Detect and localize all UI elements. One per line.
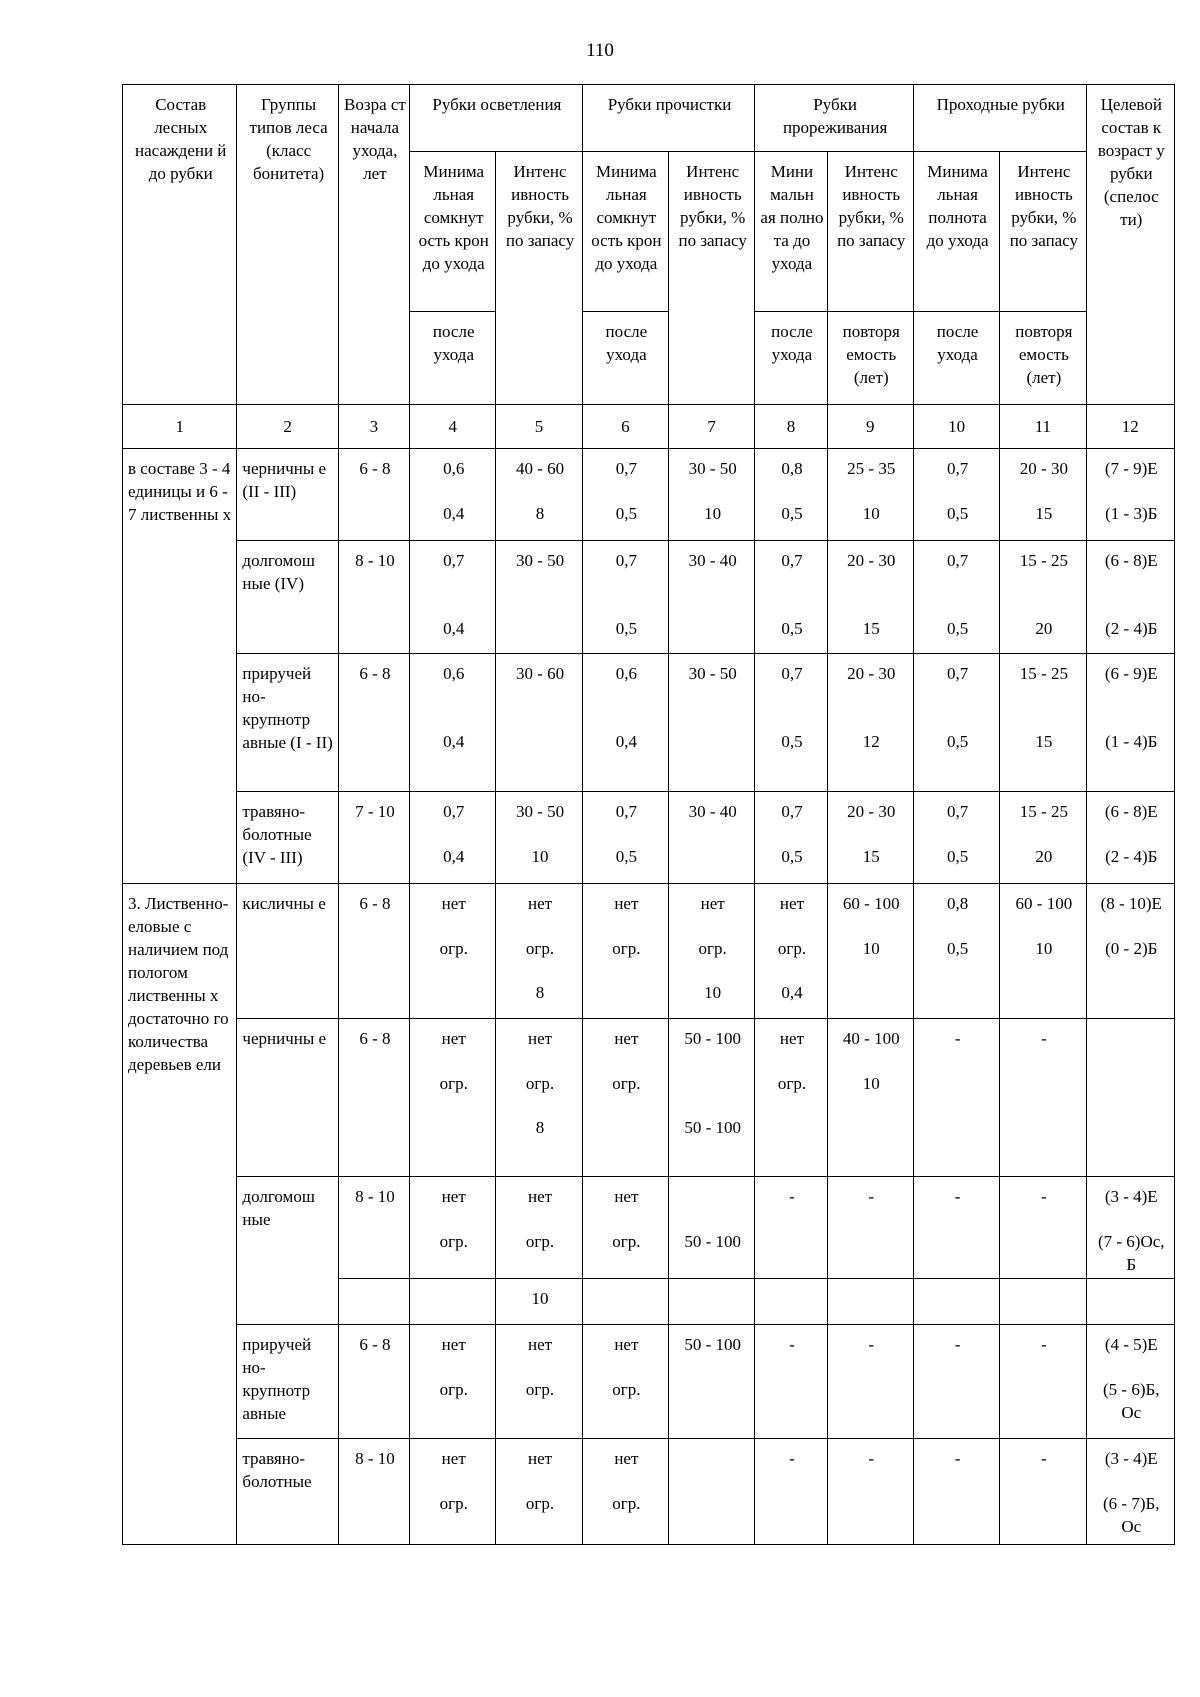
value-cell	[1086, 1439, 1174, 1545]
value: нет	[441, 1187, 466, 1206]
header-c11-repeat: повторя емость (лет)	[1000, 312, 1086, 405]
table-row	[123, 792, 1175, 884]
value: (6 - 8)Е	[1104, 551, 1158, 570]
header-c6-after: после ухода	[582, 312, 668, 405]
group-cell: кисличны е	[237, 884, 338, 1019]
value-cell: -	[755, 1439, 827, 1545]
table-row	[123, 1325, 1175, 1439]
header-target-composition: Целевой состав к возраст у рубки (спелос ти)	[1086, 85, 1174, 405]
value: 0,5	[615, 504, 637, 523]
value: 50 - 100	[684, 1232, 741, 1251]
value: огр.	[525, 1074, 555, 1093]
value-cell: -	[755, 1177, 827, 1279]
value: 12	[862, 732, 880, 751]
value-cell	[755, 1279, 827, 1325]
value-cell	[496, 449, 582, 541]
value-cell	[410, 1279, 496, 1325]
value-cell	[1000, 1279, 1086, 1325]
value: 8	[535, 983, 545, 1002]
value: (4 - 5)Е	[1104, 1335, 1158, 1354]
value-cell	[496, 654, 582, 792]
header-composition: Состав лесных насаждени й до рубки	[123, 85, 237, 405]
value-cell	[582, 792, 668, 884]
value: 0,5	[781, 504, 803, 523]
header-c7-intensity: Интенс ивность рубки, % по запасу	[669, 152, 755, 405]
value-cell: -	[827, 1177, 913, 1279]
header-c8-min-density: Мини мальн ая полно та до ухода	[755, 152, 827, 312]
value: 0,4	[781, 983, 803, 1002]
age-cell: 8 - 10	[338, 1439, 409, 1545]
value-cell	[827, 792, 913, 884]
value-cell: -	[913, 1439, 999, 1545]
value: 60 - 100	[842, 894, 900, 913]
forest-care-table	[122, 84, 1175, 1545]
value: нет	[614, 1335, 639, 1354]
group-cell: черничны е (II - III)	[237, 449, 338, 541]
value: нет	[441, 1029, 466, 1048]
value-cell	[582, 449, 668, 541]
value: 0,4	[615, 732, 637, 751]
value: огр.	[612, 1074, 641, 1093]
value: 0,5	[781, 732, 803, 751]
value: 30 - 50	[515, 551, 565, 570]
value: (2 - 4)Б	[1105, 619, 1158, 638]
value: огр.	[525, 1380, 555, 1399]
value: 15	[1035, 504, 1053, 523]
value: (3 - 4)Е	[1104, 1187, 1158, 1206]
composition-cell: в составе 3 - 4 единицы и 6 - 7 лиственны х	[123, 449, 237, 884]
value: нет	[528, 894, 553, 913]
header-c5-intensity: Интенс ивность рубки, % по запасу	[496, 152, 582, 405]
col-number: 3	[338, 405, 409, 449]
value-cell	[582, 654, 668, 792]
group-cell: травяно- болотные	[237, 1439, 338, 1545]
value: 15	[862, 619, 880, 638]
age-cell: 6 - 8	[338, 449, 409, 541]
value: нет	[614, 1029, 639, 1048]
value: (6 - 8)Е	[1104, 802, 1158, 821]
col-number: 8	[755, 405, 827, 449]
value-cell: -	[1000, 1019, 1086, 1177]
value-cell	[827, 884, 913, 1019]
value: 10	[862, 504, 880, 523]
value: огр.	[612, 1380, 641, 1399]
value-cell	[582, 1177, 668, 1279]
table-row	[123, 541, 1175, 654]
value: 60 - 100	[1015, 894, 1073, 913]
value-cell	[496, 884, 582, 1019]
header-c11-intensity: Интенс ивность рубки, % по запасу	[1000, 152, 1086, 312]
value-cell	[496, 1439, 582, 1545]
value: 0,4	[443, 504, 465, 523]
value: 0,5	[946, 619, 969, 638]
value-cell	[1086, 1325, 1174, 1439]
value: 30 - 40	[688, 802, 737, 821]
value-cell	[913, 449, 999, 541]
col-number: 4	[410, 405, 496, 449]
value: 10	[704, 983, 722, 1002]
value: 40 - 60	[515, 459, 565, 478]
value: 0,5	[946, 732, 969, 751]
value: 0,4	[443, 732, 465, 751]
value-cell	[669, 541, 755, 654]
group-cell: долгомош ные	[237, 1177, 338, 1325]
value-cell	[669, 1019, 755, 1177]
value-cell	[755, 654, 827, 792]
value-cell	[410, 541, 496, 654]
age-cell: 8 - 10	[338, 1177, 409, 1279]
value-cell	[913, 654, 999, 792]
header-start-age: Возра ст начала ухода, лет	[338, 85, 409, 405]
header-clearing-cuts: Рубки осветления	[410, 85, 583, 152]
value-cell	[496, 541, 582, 654]
header-c10-min-density: Минима льная полнота до ухода	[913, 152, 999, 312]
value: огр.	[439, 1232, 468, 1251]
value: 10	[862, 1074, 880, 1093]
value-cell	[755, 541, 827, 654]
value-cell	[669, 449, 755, 541]
value-cell	[755, 1019, 827, 1177]
value-cell	[582, 1019, 668, 1177]
value: 30 - 50	[515, 802, 565, 821]
value-cell	[913, 541, 999, 654]
value: 0,7	[781, 664, 803, 683]
value: 30 - 60	[515, 664, 565, 683]
value-cell	[827, 1019, 913, 1177]
value-cell	[410, 654, 496, 792]
value: (3 - 4)Е	[1104, 1449, 1158, 1468]
value: 20	[1035, 619, 1053, 638]
table-row	[123, 654, 1175, 792]
value-cell	[669, 1177, 755, 1279]
col-number: 9	[827, 405, 913, 449]
value-cell: -	[827, 1325, 913, 1439]
value: 0,7	[443, 551, 465, 570]
value-cell	[827, 449, 913, 541]
value-cell	[755, 449, 827, 541]
age-cell: 6 - 8	[338, 654, 409, 792]
table-row	[123, 884, 1175, 1019]
value-cell	[496, 792, 582, 884]
value: 0,7	[946, 551, 969, 570]
value: огр.	[612, 939, 641, 958]
value-cell	[410, 884, 496, 1019]
value: нет	[528, 1335, 553, 1354]
header-c4-min-closure: Минима льная сомкнут ость крон до ухода	[410, 152, 496, 312]
value: 0,6	[443, 664, 465, 683]
value: огр.	[777, 1074, 807, 1093]
value-cell	[1086, 1177, 1174, 1279]
header-c9-intensity: Интенс ивность рубки, % по запасу	[827, 152, 913, 312]
age-cell: 6 - 8	[338, 1325, 409, 1439]
value-cell	[1000, 654, 1086, 792]
value-cell	[496, 1177, 582, 1279]
value-cell	[1086, 884, 1174, 1019]
value: нет	[779, 1029, 804, 1048]
value: 10	[531, 847, 549, 866]
value: огр.	[439, 1380, 468, 1399]
group-cell: травяно- болотные (IV - III)	[237, 792, 338, 884]
value: нет	[441, 894, 466, 913]
value: 50 - 100	[684, 1118, 741, 1137]
column-number-row	[123, 405, 1175, 449]
col-number: 11	[1000, 405, 1086, 449]
value-cell	[755, 792, 827, 884]
value-cell	[1086, 1019, 1174, 1177]
value: 0,7	[946, 459, 969, 478]
value: 20 - 30	[1019, 459, 1068, 478]
value: (5 - 6)Б, Ос	[1103, 1380, 1160, 1422]
col-number: 7	[669, 405, 755, 449]
value-cell	[1000, 541, 1086, 654]
value-cell	[410, 1177, 496, 1279]
value-cell: -	[827, 1439, 913, 1545]
value-cell	[410, 1325, 496, 1439]
value: 0,5	[946, 504, 969, 523]
value-cell	[913, 792, 999, 884]
value-cell: -	[913, 1177, 999, 1279]
value: 10	[862, 939, 880, 958]
value-cell	[582, 541, 668, 654]
composition-cell: 3. Лиственно- еловые с наличием под пологом лиственны х достаточно го количества деревьев ели	[123, 884, 237, 1545]
value: 0,8	[781, 459, 803, 478]
value-cell	[582, 1279, 668, 1325]
table-row	[123, 1439, 1175, 1545]
value: 8	[535, 1118, 545, 1137]
value: огр.	[612, 1494, 641, 1513]
value: 15 - 25	[1019, 802, 1068, 821]
col-number: 2	[237, 405, 338, 449]
value: огр.	[439, 939, 468, 958]
value-cell	[1086, 654, 1174, 792]
value-cell	[827, 1279, 913, 1325]
value-cell: -	[913, 1019, 999, 1177]
value: 15 - 25	[1019, 551, 1068, 570]
value-cell	[410, 449, 496, 541]
value: нет	[700, 894, 725, 913]
value-cell	[410, 1439, 496, 1545]
value-cell: -	[913, 1325, 999, 1439]
value: 0,6	[443, 459, 465, 478]
value: 15 - 25	[1019, 664, 1068, 683]
value: 25 - 35	[847, 459, 896, 478]
value: (0 - 2)Б	[1105, 939, 1158, 958]
value: 0,7	[946, 802, 969, 821]
value: 50 - 100	[684, 1029, 741, 1048]
value-cell: -	[1000, 1439, 1086, 1545]
header-passage-cuts: Проходные рубки	[913, 85, 1086, 152]
value-cell	[669, 1439, 755, 1545]
value: нет	[528, 1449, 553, 1468]
header-c4-after: после ухода	[410, 312, 496, 405]
header-forest-type-group: Группы типов леса (класс бонитета)	[237, 85, 338, 405]
value-cell	[582, 1325, 668, 1439]
value: 30 - 40	[688, 551, 737, 570]
value-cell	[496, 1325, 582, 1439]
value-cell	[1086, 1279, 1174, 1325]
value: 0,5	[946, 847, 969, 866]
age-cell	[338, 1279, 409, 1325]
group-cell: долгомош ные (IV)	[237, 541, 338, 654]
value-cell	[669, 1279, 755, 1325]
value: 0,7	[781, 802, 803, 821]
value: 8	[535, 504, 545, 523]
value: огр.	[777, 939, 807, 958]
value: (2 - 4)Б	[1105, 847, 1158, 866]
value-cell	[1000, 449, 1086, 541]
value-cell	[1000, 884, 1086, 1019]
value-cell	[582, 1439, 668, 1545]
value: 20 - 30	[847, 664, 896, 683]
value-cell	[1000, 792, 1086, 884]
col-number: 1	[123, 405, 237, 449]
value: (8 - 10)Е	[1100, 894, 1162, 913]
value-cell	[913, 1279, 999, 1325]
value: 30 - 50	[688, 459, 737, 478]
value: 40 - 100	[842, 1029, 900, 1048]
value: (7 - 6)Ос, Б	[1097, 1232, 1165, 1274]
age-cell: 7 - 10	[338, 792, 409, 884]
value-cell	[755, 884, 827, 1019]
value: 0,4	[443, 619, 465, 638]
value: 0,7	[781, 551, 803, 570]
col-number: 6	[582, 405, 668, 449]
value: огр.	[525, 939, 555, 958]
value: 0,7	[615, 459, 637, 478]
value-cell	[1086, 541, 1174, 654]
value: огр.	[698, 939, 727, 958]
value: 30 - 50	[688, 664, 737, 683]
value: (6 - 9)Е	[1104, 664, 1158, 683]
value-cell	[410, 1019, 496, 1177]
group-cell: черничны е	[237, 1019, 338, 1177]
value: нет	[441, 1335, 466, 1354]
table-row	[123, 1019, 1175, 1177]
age-cell: 8 - 10	[338, 541, 409, 654]
value: огр.	[439, 1074, 468, 1093]
header-c10-after: после ухода	[913, 312, 999, 405]
value: 0,8	[946, 894, 969, 913]
col-number: 10	[913, 405, 999, 449]
col-number: 12	[1086, 405, 1174, 449]
value: 0,6	[615, 664, 637, 683]
value-cell: -	[1000, 1325, 1086, 1439]
value: нет	[441, 1449, 466, 1468]
value: (7 - 9)Е	[1104, 459, 1158, 478]
group-cell: приручей но- крупнотр авные (I - II)	[237, 654, 338, 792]
value-cell	[669, 884, 755, 1019]
page-number: 110	[586, 40, 614, 61]
value-cell	[827, 654, 913, 792]
age-cell: 6 - 8	[338, 1019, 409, 1177]
value: 0,4	[443, 847, 465, 866]
header-thinning-cuts: Рубки прореживания	[755, 85, 914, 152]
value: 20 - 30	[847, 802, 896, 821]
value: нет	[779, 894, 804, 913]
value-cell: 10	[496, 1279, 582, 1325]
value: (6 - 7)Б, Ос	[1103, 1494, 1160, 1536]
value-cell	[827, 541, 913, 654]
value: (1 - 4)Б	[1105, 732, 1158, 751]
table-row	[123, 1177, 1175, 1279]
table-row	[123, 449, 1175, 541]
value-cell	[1086, 449, 1174, 541]
value: 0,5	[781, 619, 803, 638]
age-cell: 6 - 8	[338, 884, 409, 1019]
value: 15	[1035, 732, 1053, 751]
value-cell	[410, 792, 496, 884]
group-cell: приручей но- крупнотр авные	[237, 1325, 338, 1439]
header-c9-repeat: повторя емость (лет)	[827, 312, 913, 405]
value: 0,5	[615, 619, 637, 638]
header-c6-min-closure: Минима льная сомкнут ость крон до ухода	[582, 152, 668, 312]
value: 10	[704, 504, 722, 523]
value-cell	[582, 884, 668, 1019]
value: нет	[528, 1029, 553, 1048]
value: (1 - 3)Б	[1105, 504, 1158, 523]
value-cell: -	[755, 1325, 827, 1439]
value-cell	[669, 654, 755, 792]
col-number: 5	[496, 405, 582, 449]
value: 20	[1035, 847, 1053, 866]
value: огр.	[525, 1232, 555, 1251]
value: 0,5	[615, 847, 637, 866]
value: нет	[614, 1187, 639, 1206]
value: нет	[528, 1187, 553, 1206]
value: 0,7	[615, 802, 637, 821]
value: огр.	[525, 1494, 555, 1513]
value-cell	[1086, 792, 1174, 884]
value: 0,5	[781, 847, 803, 866]
value-cell	[496, 1019, 582, 1177]
value: 0,7	[615, 551, 637, 570]
value-cell: 50 - 100	[669, 1325, 755, 1439]
value-cell	[669, 792, 755, 884]
value-cell	[913, 884, 999, 1019]
value: 20 - 30	[847, 551, 896, 570]
value: нет	[614, 1449, 639, 1468]
value: огр.	[612, 1232, 641, 1251]
value: 0,5	[946, 939, 969, 958]
value: 15	[862, 847, 880, 866]
header-c8-after: после ухода	[755, 312, 827, 405]
value: нет	[614, 894, 639, 913]
header-cleaning-cuts: Рубки прочистки	[582, 85, 755, 152]
value: 10	[1035, 939, 1053, 958]
value: огр.	[439, 1494, 468, 1513]
value: 0,7	[443, 802, 465, 821]
value-cell: -	[1000, 1177, 1086, 1279]
value: 0,7	[946, 664, 969, 683]
